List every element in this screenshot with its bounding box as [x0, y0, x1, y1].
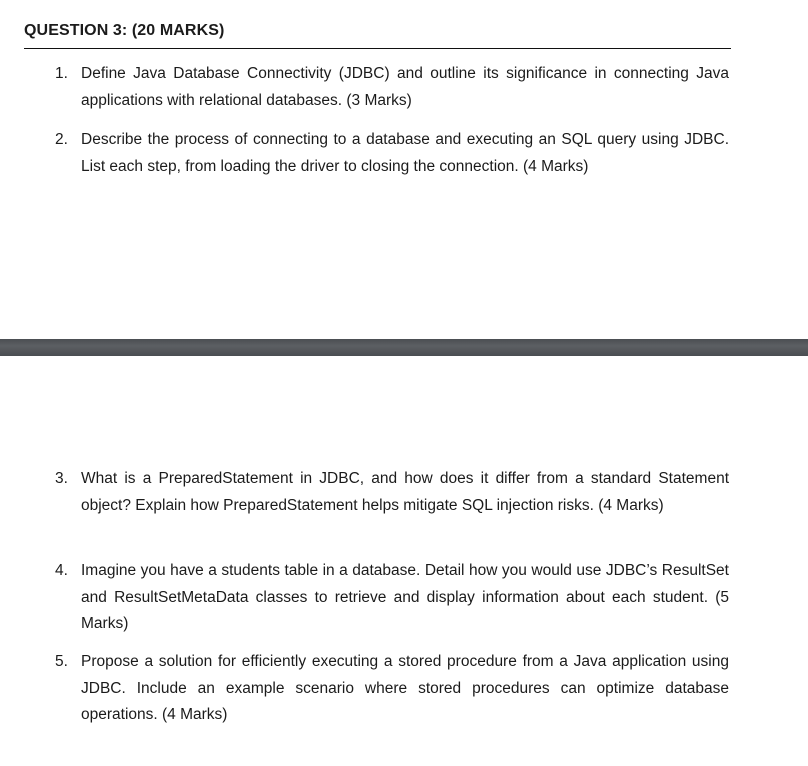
question-text: Define Java Database Connectivity (JDBC) and outline its significance in connecting Java applications with relational databases. (3 Marks): [81, 65, 729, 109]
question-item-2: [55, 127, 735, 180]
question-text: Describe the process of connecting to a database and executing an SQL query using JDBC. List each step, from loading the driver to closing the connection. (4 Marks): [81, 131, 729, 175]
cut-off-previous-line: [24, 0, 484, 4]
question-text: Imagine you have a students table in a database. Detail how you would use JDBC’s ResultSet and ResultSetMetaData classes to retrieve and display information about each student. (5 Marks): [81, 562, 729, 632]
question-number: 3.: [55, 470, 68, 487]
question-text: Propose a solution for efficiently executing a stored procedure from a Java application using JDBC. Include an example scenario where stored procedures can optimize database operations. (4 Marks): [81, 653, 729, 723]
section-title: QUESTION 3: (20 MARKS): [24, 22, 225, 39]
question-number: 1.: [55, 65, 68, 82]
question-item-4: [55, 558, 735, 638]
question-number: 2.: [55, 131, 68, 148]
question-item-1: [55, 61, 735, 114]
title-underline: [24, 48, 731, 49]
page-lower-part: [0, 356, 808, 766]
page-break-bar: [0, 339, 808, 356]
question-item-3: [55, 466, 735, 519]
question-number: 5.: [55, 653, 68, 670]
question-number: 4.: [55, 562, 68, 579]
question-item-5: [55, 649, 735, 729]
page-upper-part: [0, 0, 808, 339]
question-text: What is a PreparedStatement in JDBC, and how does it differ from a standard Statement object? Explain how PreparedStatement helps mitigate SQL injection risks. (4 Marks): [81, 470, 729, 514]
